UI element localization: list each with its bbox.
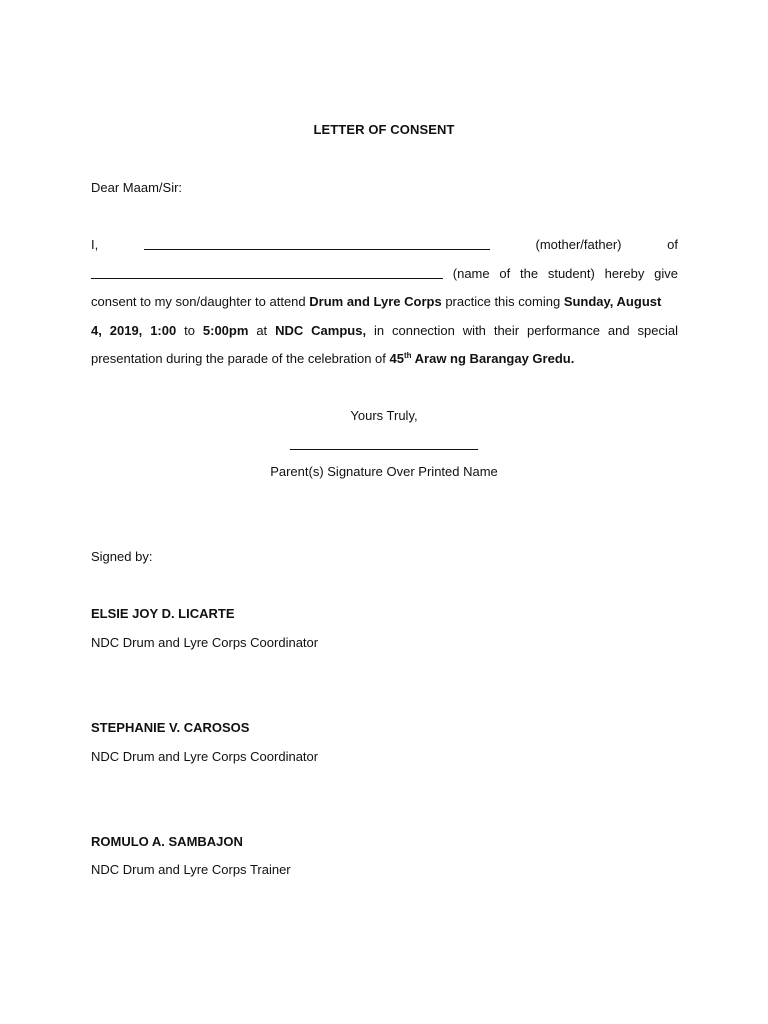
signer-role: NDC Drum and Lyre Corps Coordinator xyxy=(91,635,319,650)
paragraph-line-1 xyxy=(91,236,678,254)
text-segment: practice this coming xyxy=(441,294,564,309)
word: and xyxy=(607,323,630,338)
word: Campus, xyxy=(311,323,367,338)
greeting: Dear Maam/Sir: xyxy=(91,180,183,195)
paragraph-line-5 xyxy=(91,350,678,368)
word: of xyxy=(499,266,511,281)
closing: Yours Truly, xyxy=(350,408,418,423)
paragraph-line-2 xyxy=(91,265,678,283)
word: (name xyxy=(452,266,490,281)
letter-title: LETTER OF CONSENT xyxy=(313,122,455,137)
signer-name: ELSIE JOY D. LICARTE xyxy=(91,606,235,621)
event-day: Sunday, August xyxy=(563,294,662,309)
word: to xyxy=(184,323,195,338)
paragraph-line-4 xyxy=(91,322,678,340)
word: 4, xyxy=(91,323,102,338)
word: their xyxy=(493,323,520,338)
word: at xyxy=(256,323,268,338)
word: connection xyxy=(392,323,455,338)
text-segment: consent to my son/daughter to attend xyxy=(91,294,310,309)
word: student) xyxy=(547,266,595,281)
paragraph-line-3 xyxy=(91,293,678,311)
signature-caption: Parent(s) Signature Over Printed Name xyxy=(270,464,498,479)
word: NDC xyxy=(275,323,304,338)
word: 2019, xyxy=(109,323,143,338)
signature-line xyxy=(290,449,478,450)
event-name: Drum and Lyre Corps xyxy=(309,294,442,309)
student-name-blank xyxy=(91,265,443,279)
word: special xyxy=(637,323,678,338)
word: give xyxy=(654,266,678,281)
signer-name: STEPHANIE V. CAROSOS xyxy=(91,720,250,735)
text-segment: presentation during the parade of the celebration of xyxy=(91,351,390,366)
word: the xyxy=(520,266,539,281)
word: hereby xyxy=(604,266,645,281)
signer-role: NDC Drum and Lyre Corps Trainer xyxy=(91,862,291,877)
signer-role: NDC Drum and Lyre Corps Coordinator xyxy=(91,749,319,764)
word: with xyxy=(462,323,486,338)
signer-name: ROMULO A. SAMBAJON xyxy=(91,834,243,849)
event-title: Araw ng Barangay Gredu. xyxy=(411,351,575,366)
ordinal-suffix: th xyxy=(403,351,412,360)
signed-by-label: Signed by: xyxy=(91,549,153,564)
word: 1:00 xyxy=(150,323,177,338)
anniversary-number: 45 xyxy=(389,351,404,366)
word: 5:00pm xyxy=(202,323,249,338)
word-i: I, xyxy=(91,237,99,252)
word: performance xyxy=(527,323,601,338)
word: in xyxy=(373,323,385,338)
word-of: of xyxy=(667,237,678,252)
parent-name-blank xyxy=(144,236,490,250)
relation-text: (mother/father) xyxy=(535,237,622,252)
